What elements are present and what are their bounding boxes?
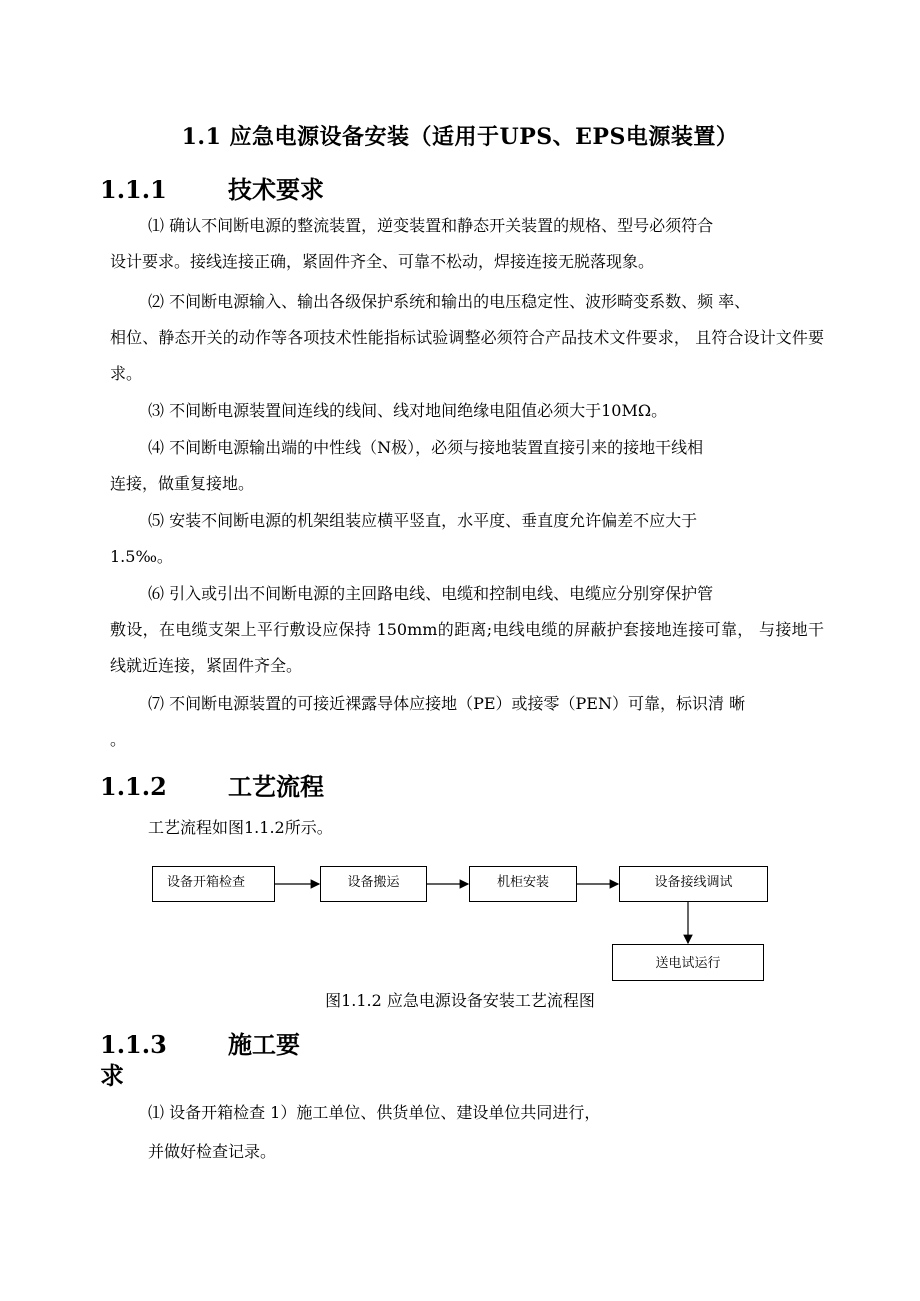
section-heading-1-1-3 — [100, 1025, 300, 1060]
section-title: 技术要求 — [228, 175, 324, 204]
section-title: 工艺流程 — [228, 772, 324, 801]
flow-step-power-trial-run: 送电试运行 — [612, 944, 764, 981]
requirement-2: ⑵ 不间断电源输入、输出各级保护系统和输出的电压稳定性、波形畸变系数、频 率、 相位、静态开关的动作等各项技术性能指标试验调整必须符合产品技术文件要求， 且符合设计文件要求。 — [110, 292, 824, 383]
figure-caption: 图1.1.2 应急电源设备安装工艺流程图 — [325, 991, 595, 1010]
flow-step-transport: 设备搬运 — [320, 866, 427, 902]
requirement-4: ⑷ 不间断电源输出端的中性线（N极），必须与接地装置直接引来的接地干线相 连接，做重复接地。 — [110, 438, 704, 493]
flow-step-wiring-debug: 设备接线调试 — [619, 866, 768, 902]
requirement-7: ⑺ 不间断电源装置的可接近裸露导体应接地（PE）或接零（PEN）可靠，标识清 晰 。 — [110, 694, 746, 749]
requirement-3: ⑶ 不间断电源装置间连线的线间、线对地间绝缘电阻值必须大于10MΩ。 — [148, 401, 668, 420]
section-number: 1.1.2 — [100, 772, 167, 801]
flow-intro: 工艺流程如图1.1.2所示。 — [148, 818, 333, 837]
requirement-6: ⑹ 引入或引出不间断电源的主回路电线、电缆和控制电线、电缆应分别穿保护管 敷设，在电缆支架上平行敷设应保持 150mm的距离;电线电缆的屏蔽护套接地连接可靠， 与接地干线就近连接，紧固件齐全。 — [110, 584, 824, 675]
section-title-continued: 求 — [100, 1061, 124, 1090]
construction-item-1-continued: 并做好检查记录。 — [148, 1142, 277, 1161]
construction-item-1: ⑴ 设备开箱检查 1）施工单位、供货单位、建设单位共同进行， — [148, 1103, 601, 1122]
section-number: 1.1.1 — [100, 175, 167, 204]
requirement-1: ⑴ 确认不间断电源的整流装置，逆变装置和静态开关装置的规格、型号必须符合 设计要求。接线连接正确，紧固件齐全、可靠不松动，焊接连接无脱落现象。 — [110, 216, 714, 271]
section-title: 施工要 — [228, 1030, 300, 1059]
section-number: 1.1.3 — [100, 1030, 167, 1059]
requirement-5: ⑸ 安装不间断电源的机架组装应横平竖直，水平度、垂直度允许偏差不应大于 1.5‰。 — [110, 511, 698, 566]
flow-step-unpack-inspect: 设备开箱检查 — [152, 866, 275, 902]
document-title: 1.1 应急电源设备安装（适用于UPS、EPS电源装置） — [181, 124, 739, 150]
flow-step-cabinet-install: 机柜安装 — [469, 866, 577, 902]
